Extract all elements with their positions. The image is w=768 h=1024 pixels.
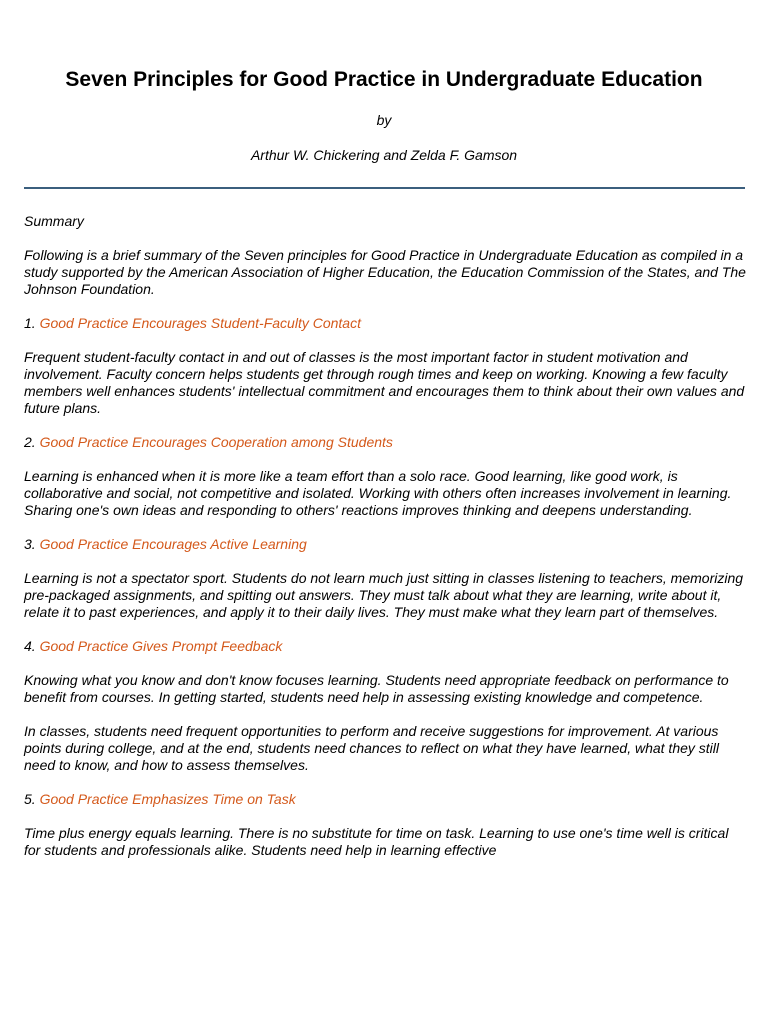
document-title: Seven Principles for Good Practice in Undergraduate Education	[65, 68, 703, 91]
principle-number: 3.	[24, 536, 36, 552]
principle-3-heading	[24, 536, 748, 553]
intro-paragraph: Following is a brief summary of the Seven principles for Good Practice in Undergraduate Education as compiled in a study supported by the American Association of Higher Education, the Education Commission of the States, and The Johnson Foundation.	[24, 247, 746, 297]
principle-2-paragraph: Learning is enhanced when it is more like a team effort than a solo race. Good learning, like good work, is collaborative and social, not competitive and isolated. Working with others often increases involvement in learning. Sharing one's own ideas and responding to others' reactions improves thinking and deepens understanding.	[24, 468, 732, 518]
principle-1-link[interactable]: Good Practice Encourages Student-Faculty Contact	[39, 315, 361, 331]
principle-number: 5.	[24, 791, 36, 807]
horizontal-rule	[24, 187, 745, 189]
principle-1-heading	[24, 315, 748, 332]
principle-4-heading	[24, 638, 748, 655]
principle-number: 1.	[24, 315, 36, 331]
principle-number: 2.	[24, 434, 36, 450]
principle-5-link[interactable]: Good Practice Emphasizes Time on Task	[39, 791, 296, 807]
principle-4-link[interactable]: Good Practice Gives Prompt Feedback	[39, 638, 283, 654]
principle-5-paragraph: Time plus energy equals learning. There is no substitute for time on task. Learning to use one's time well is critical for students and professionals alike. Students need help in learning effective	[24, 825, 729, 858]
summary-label: Summary	[24, 213, 84, 229]
principle-4-paragraph: Knowing what you know and don't know focuses learning. Students need appropriate feedback on performance to benefit from courses. In getting started, students need help in assessing existing knowledge and competence.	[24, 672, 729, 705]
principle-1-paragraph: Frequent student-faculty contact in and out of classes is the most important factor in student motivation and involvement. Faculty concern helps students get through rough times and keep on working. Knowing a few faculty members well enhances students' intellectual commitment and encourages them to think about their own values and future plans.	[24, 349, 745, 416]
document-body	[24, 213, 748, 876]
principle-5-heading	[24, 791, 748, 808]
principle-2-heading	[24, 434, 748, 451]
principle-3-paragraph: Learning is not a spectator sport. Students do not learn much just sitting in classes listening to teachers, memorizing pre-packaged assignments, and spitting out answers. They must talk about what they are learning, write about it, relate it to past experiences, and apply it to their daily lives. They must make what they learn part of themselves.	[24, 570, 744, 620]
principle-4-paragraph: In classes, students need frequent opportunities to perform and receive suggestions for improvement. At various points during college, and at the end, students need chances to reflect on what they have learned, what they still need to know, and how to assess themselves.	[24, 723, 720, 773]
principle-2-link[interactable]: Good Practice Encourages Cooperation among Students	[39, 434, 393, 450]
principle-3-link[interactable]: Good Practice Encourages Active Learning	[39, 536, 307, 552]
byline: by	[376, 112, 392, 128]
principle-number: 4.	[24, 638, 36, 654]
authors: Arthur W. Chickering and Zelda F. Gamson	[250, 147, 518, 163]
